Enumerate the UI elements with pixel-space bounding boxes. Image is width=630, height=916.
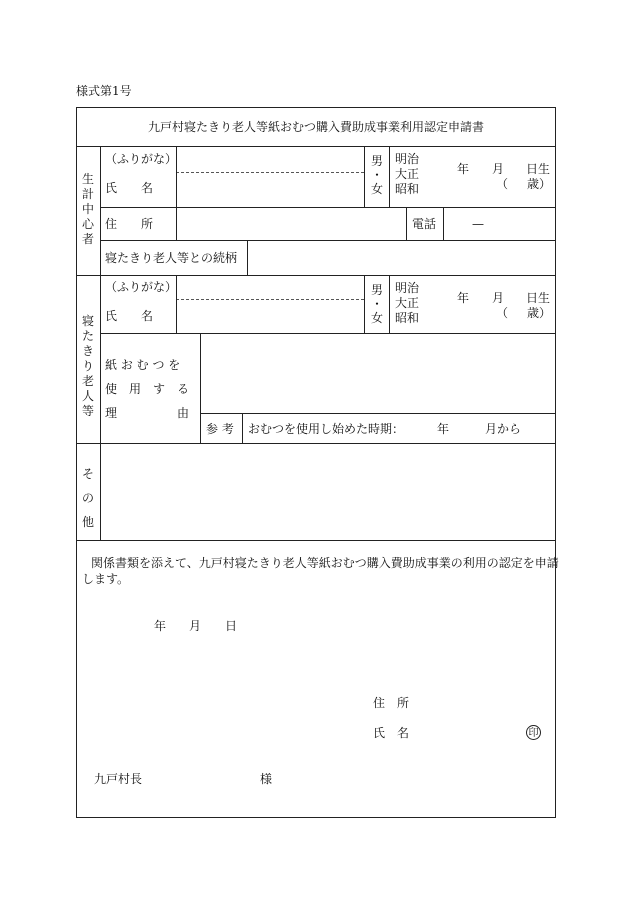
seal-mark-icon: 印: [526, 725, 541, 740]
diaper-reason-label-line2: 使 用 す る: [105, 382, 190, 396]
householder-age-close: 歳）: [527, 177, 552, 191]
reference-label-divider: [242, 413, 243, 443]
application-date-month-label: 月: [189, 619, 202, 633]
householder-birth-year-label: 年: [457, 162, 470, 176]
declaration-text-line2: します。: [82, 572, 130, 586]
householder-sex-divider-left: [364, 146, 365, 207]
label-column-divider: [100, 146, 101, 443]
furigana-dashed-line-1: [176, 172, 364, 173]
title-divider: [76, 146, 556, 147]
householder-section-label: 生 計 中 心 者: [81, 172, 94, 246]
diaper-start-year-label: 年: [437, 422, 450, 436]
diaper-start-period-label: おむつを使用し始めた時期：: [248, 422, 405, 436]
diaper-reason-label-line1: 紙 お む つ を: [105, 358, 181, 372]
phone-label-divider-left: [406, 207, 407, 240]
reference-label: 参 考: [206, 422, 234, 436]
bedridden-birth-year-label: 年: [457, 291, 470, 305]
bedridden-birth-month-label: 月: [492, 291, 505, 305]
addressee-honorific: 様: [260, 772, 273, 786]
addressee-label: 九戸村長: [94, 772, 143, 786]
application-date-day-label: 日: [225, 619, 238, 633]
section-divider-declaration: [76, 540, 556, 541]
reason-field-divider: [200, 333, 201, 443]
phone-label-divider-right: [443, 207, 444, 240]
bedridden-sex-options: 男 ・ 女: [370, 283, 383, 325]
householder-sex-options: 男 ・ 女: [370, 154, 383, 196]
householder-name-label: 氏 名: [105, 181, 154, 195]
bedridden-sex-divider-left: [364, 275, 365, 333]
bedridden-name-label: 氏 名: [105, 309, 154, 323]
bedridden-section-label: 寝 た き り 老 人 等: [81, 314, 94, 418]
bedridden-sex-divider-right: [389, 275, 390, 333]
relation-field-divider: [247, 240, 248, 275]
diaper-start-month-label: 月から: [485, 422, 522, 436]
relation-label: 寝たきり老人等との続柄: [105, 251, 238, 265]
row-divider-reference: [200, 413, 556, 414]
applicant-name-label: 氏 名: [373, 726, 410, 740]
application-form-frame: [76, 107, 556, 818]
diaper-reason-label-line3: 理 由: [105, 406, 190, 420]
bedridden-era-options: 明治 大正 昭和: [395, 281, 420, 325]
form-title: 九戸村寝たきり老人等紙おむつ購入費助成事業利用認定申請書: [147, 120, 484, 134]
row-divider-address: [100, 207, 556, 208]
row-divider-reason: [100, 333, 556, 334]
application-date-year-label: 年: [154, 619, 167, 633]
householder-furigana-label: （ふりがな）: [105, 152, 178, 166]
declaration-text-line1: 関係書類を添えて、九戸村寝たきり老人等紙おむつ購入費助成事業の利用の認定を申請: [91, 556, 559, 570]
householder-era-options: 明治 大正 昭和: [395, 152, 420, 196]
householder-sex-divider-right: [389, 146, 390, 207]
section-divider-other: [76, 443, 556, 444]
bedridden-furigana-label: （ふりがな）: [105, 280, 178, 294]
phone-separator: —: [472, 217, 484, 231]
row-divider-relation: [100, 240, 556, 241]
householder-address-label: 住 所: [105, 217, 154, 231]
furigana-dashed-line-2: [176, 299, 364, 300]
other-section-label: そ の 他: [81, 467, 94, 529]
householder-birth-month-label: 月: [492, 162, 505, 176]
applicant-address-label: 住 所: [373, 696, 410, 710]
householder-age-open: （: [496, 177, 509, 191]
label-column-divider-other: [100, 443, 101, 540]
phone-label: 電話: [412, 217, 437, 231]
section-divider-bedridden: [76, 275, 556, 276]
form-number: 様式第1号: [76, 84, 132, 98]
bedridden-age-open: （: [496, 306, 509, 320]
bedridden-birth-day-label: 日生: [526, 291, 551, 305]
bedridden-age-close: 歳）: [527, 306, 552, 320]
householder-birth-day-label: 日生: [526, 162, 551, 176]
